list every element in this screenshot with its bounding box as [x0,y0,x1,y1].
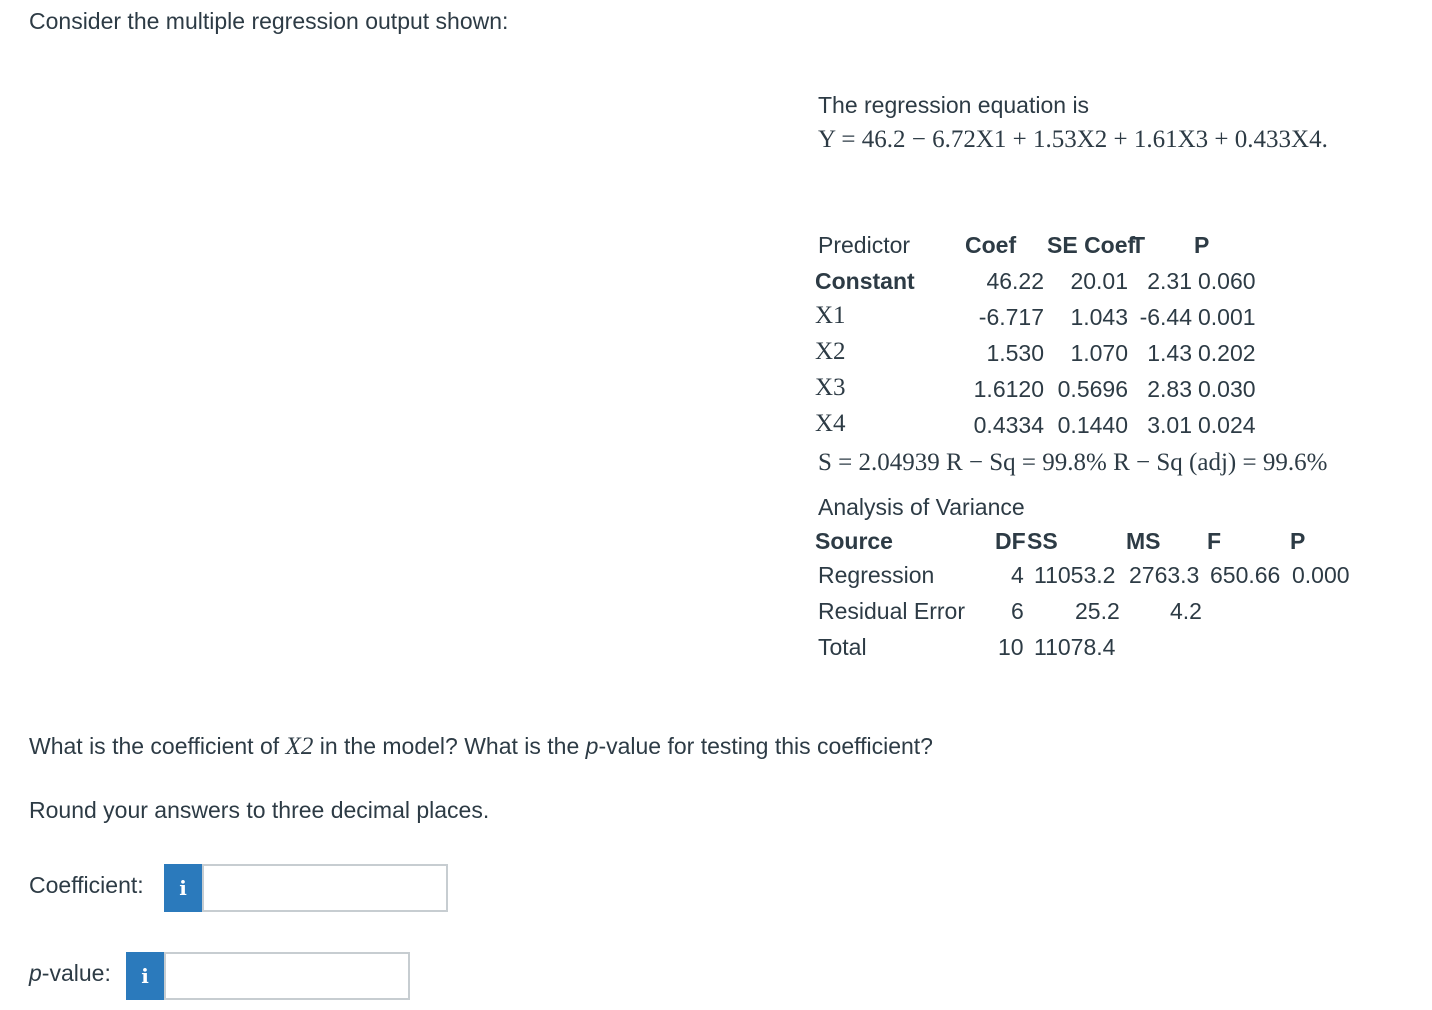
t-value: 2.83 [1147,376,1192,402]
header-p: P [1194,232,1210,258]
p-value: 0.060 [1198,268,1256,294]
t-value: 2.31 [1147,268,1192,294]
f-value: 650.66 [1210,562,1281,588]
df-value: 4 [1011,562,1024,588]
t-value: 3.01 [1147,412,1192,438]
predictor-x4: X4 [815,410,846,437]
t-value: -6.44 [1139,304,1192,330]
header-p: P [1290,528,1306,554]
header-coef: Coef [965,232,1017,258]
header-predictor: Predictor [818,232,911,258]
source-regression: Regression [818,562,935,588]
info-button-coefficient[interactable] [164,864,202,912]
equation-label: The regression equation is [818,92,1090,118]
ms-value: 2763.3 [1129,562,1200,588]
coef-value: 46.22 [986,268,1044,294]
header-se-coef: SE Coef [1047,232,1136,258]
ss-value: 11078.4 [1034,634,1116,660]
ss-value: 25.2 [1075,598,1120,624]
source-residual-error: Residual Error [818,598,965,624]
ss-value: 11053.2 [1034,562,1116,588]
info-button-pvalue[interactable] [126,952,164,1000]
predictor-x1: X1 [815,302,846,329]
predictor-x2: X2 [815,338,846,365]
se-value: 1.070 [1070,340,1128,366]
p-value: 0.202 [1198,340,1256,366]
df-value: 10 [998,634,1024,660]
pvalue-label: p-value: [29,960,111,986]
model-summary-line: S = 2.04939 R − Sq = 99.8% R − Sq (adj) = 99.6% [818,449,1328,476]
coef-value: 1.530 [986,340,1044,366]
coefficient-label: Coefficient: [29,872,144,898]
equation-formula: Y = 46.2 − 6.72X1 + 1.53X2 + 1.61X3 + 0.433X4. [818,126,1328,153]
ms-value: 4.2 [1170,598,1202,624]
header-t: T [1131,232,1146,258]
header-ss: SS [1027,528,1058,554]
se-value: 0.1440 [1057,412,1128,438]
se-value: 20.01 [1070,268,1128,294]
header-ms: MS [1126,528,1161,554]
predictor-x3: X3 [815,374,846,401]
intro-text: Consider the multiple regression output shown: [29,8,509,34]
coef-value: -6.717 [978,304,1044,330]
source-total: Total [818,634,867,660]
t-value: 1.43 [1147,340,1192,366]
instruction-text: Round your answers to three decimal places. [29,797,490,823]
se-value: 0.5696 [1057,376,1128,402]
p-value: 0.024 [1198,412,1256,438]
anova-title: Analysis of Variance [818,494,1025,520]
header-df: DF [995,528,1026,554]
df-value: 6 [1011,598,1024,624]
p-value: 0.030 [1198,376,1256,402]
coef-value: 0.4334 [973,412,1044,438]
header-f: F [1207,528,1222,554]
coefficient-input[interactable] [202,864,448,912]
pvalue-input[interactable] [164,952,410,1000]
coef-value: 1.6120 [973,376,1044,402]
se-value: 1.043 [1070,304,1128,330]
p-value: 0.000 [1292,562,1350,588]
info-icon: i [179,876,187,900]
header-source: Source [815,528,893,554]
info-icon: i [141,964,149,988]
p-value: 0.001 [1198,304,1256,330]
question-text: What is the coefficient of X2 in the model? What is the p-value for testing this coefficient? [29,733,933,760]
predictor-constant: Constant [815,268,915,294]
